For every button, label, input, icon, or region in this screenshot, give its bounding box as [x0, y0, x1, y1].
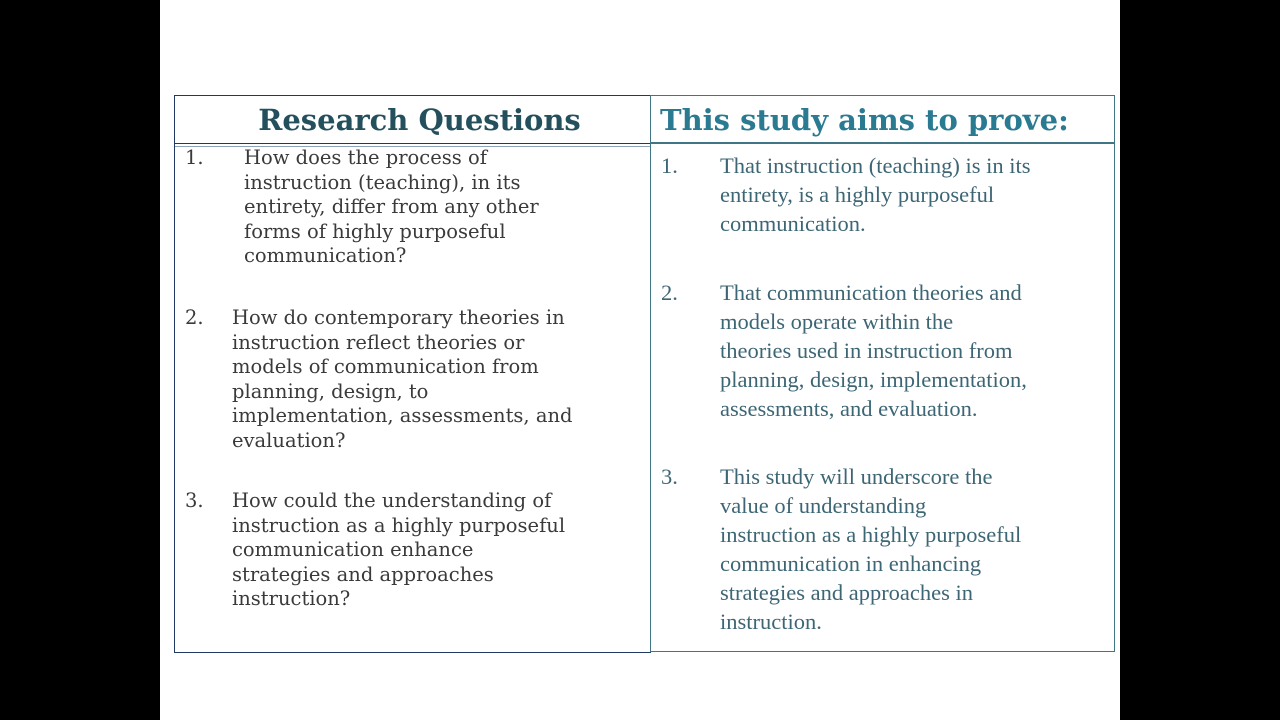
list-text: How do contemporary theories in instruction reflect theories or models of communication from planning, design, to implementation, assessments, and evaluation? [232, 306, 573, 452]
list-number: 2. [185, 306, 204, 329]
list-number: 2. [661, 280, 678, 305]
study-aims-title: This study aims to prove: [651, 96, 1114, 144]
list-number: 1. [185, 146, 204, 169]
list-number: 1. [661, 153, 678, 178]
list-text: That instruction (teaching) is in its entirety, is a highly purposeful communication. [720, 153, 1031, 236]
list-text: How could the understanding of instruction as a highly purposeful communication enhance strategies and approaches instruction? [232, 489, 566, 610]
slide [160, 0, 1120, 720]
list-number: 3. [661, 464, 678, 489]
study-aims-panel [650, 95, 1115, 652]
list-text: This study will underscore the value of understanding instruction as a highly purposeful communication in enhancing strategies and approaches in instruction. [720, 464, 1022, 634]
list-number: 3. [185, 489, 204, 512]
research-questions-title: Research Questions [175, 96, 650, 144]
list-text: How does the process of instruction (teaching), in its entirety, differ from any other forms of highly purposeful communication? [244, 146, 539, 267]
list-text: That communication theories and models operate within the theories used in instruction from planning, design, implementation, assessments, and evaluation. [720, 280, 1027, 421]
research-questions-panel [174, 95, 651, 653]
